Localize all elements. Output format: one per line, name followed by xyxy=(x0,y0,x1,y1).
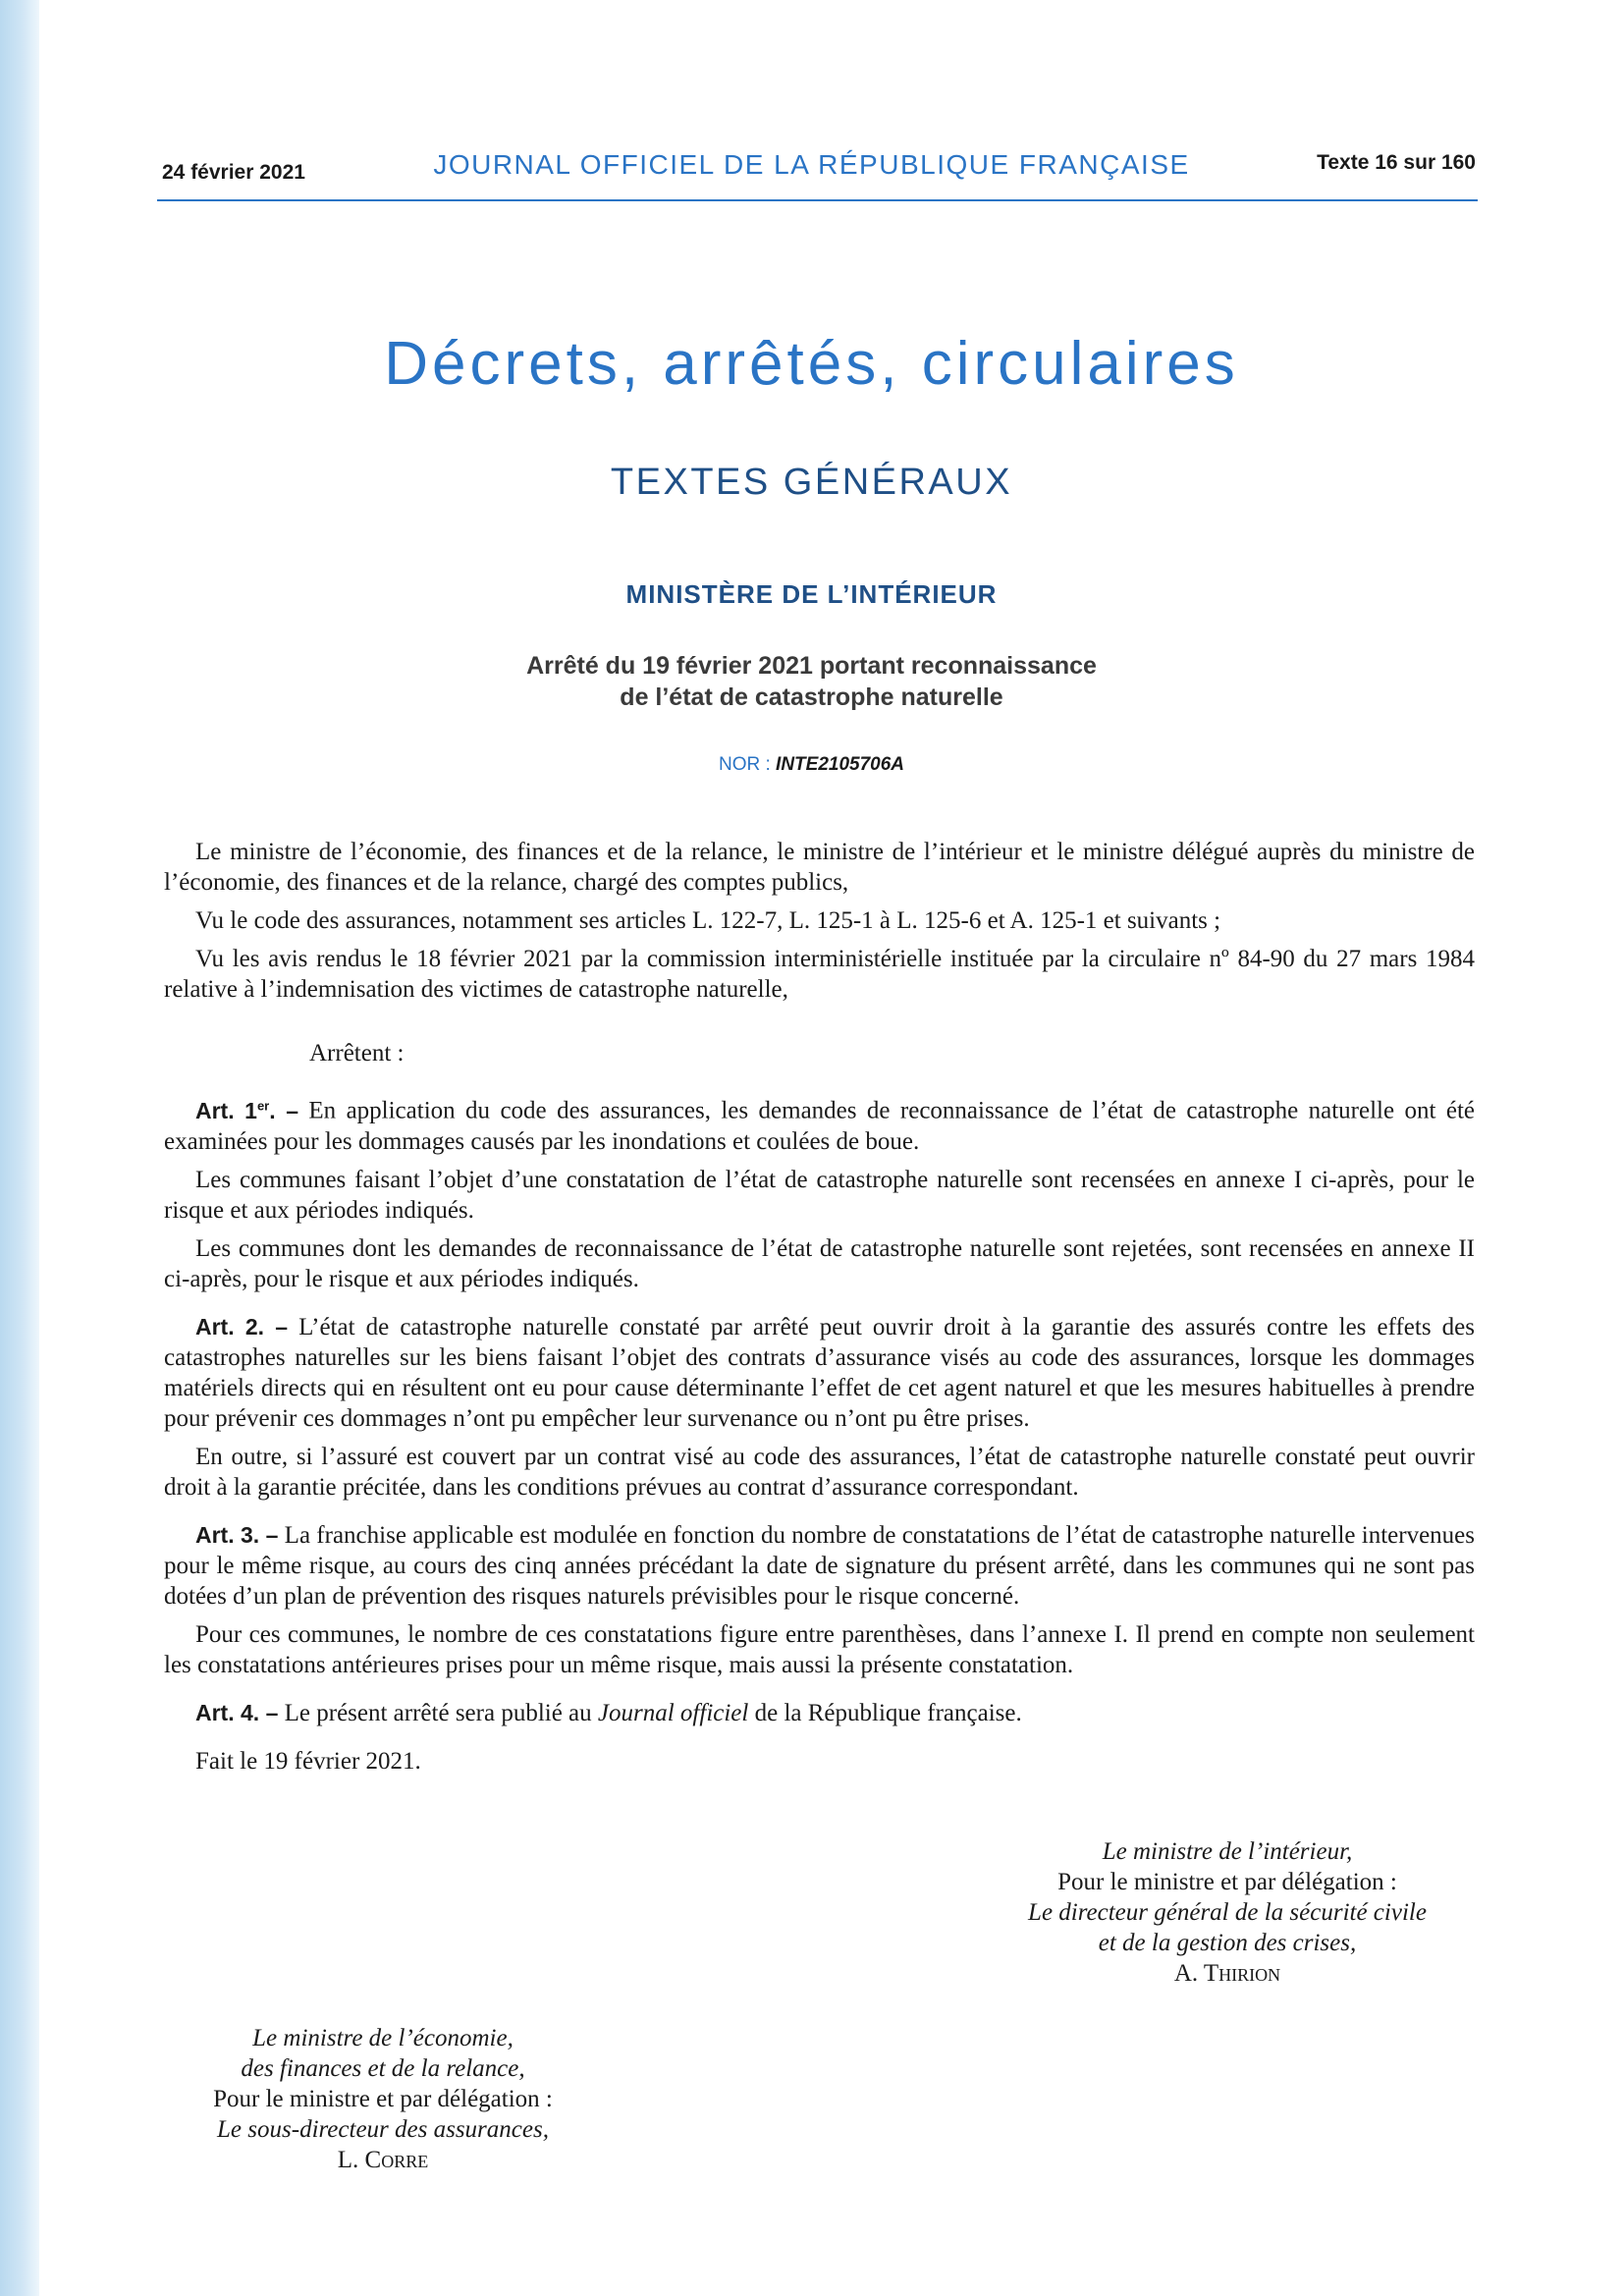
preamble-paragraph-2: Vu le code des assurances, notamment ses articles L. 122-7, L. 125-1 à L. 125-6 et A. 125-1 et suivants ; xyxy=(195,907,1221,934)
arrete-title-line-2: de l’état de catastrophe naturelle xyxy=(620,683,1003,711)
signatory-name-thirion: A. Thirion xyxy=(1173,1960,1281,1987)
section-title: TEXTES GÉNÉRAUX xyxy=(610,462,1013,503)
ministry-heading: MINISTÈRE DE L’INTÉRIEUR xyxy=(625,579,998,609)
arrete-title-line-1: Arrêté du 19 février 2021 portant reconnaissance xyxy=(526,652,1097,680)
page-title: Décrets, arrêtés, circulaires xyxy=(384,330,1239,398)
preamble-paragraph-3: Vu les avis rendus le 18 février 2021 par la commission interministérielle instituée par la circulaire nº 84-90 du 27 mars 1984 relative à l’indemnisation des victimes de catastrophe naturelle, xyxy=(164,946,1475,1003)
signature-interior-minister: Le ministre de l’intérieur, Pour le ministre et par délégation : Le directeur général de la sécurité civile et de la gestion des crises, A. Thirion xyxy=(977,1836,1478,1989)
header-text-number: Texte 16 sur 160 xyxy=(1317,151,1476,174)
preamble-paragraph-1: Le ministre de l’économie, des finances et de la relance, le ministre de l’intérieur et le ministre délégué auprès du ministre de l’économie, des finances et de la relance, chargé des comptes publics, xyxy=(164,839,1475,896)
article-4: Art. 4. – Le présent arrêté sera publié au Journal officiel de la République française. xyxy=(195,1699,1022,1726)
arretent-line: Arrêtent : xyxy=(309,1040,405,1066)
nor-reference xyxy=(0,754,1623,776)
article-1-paragraph-2: Les communes faisant l’objet d’une constatation de l’état de catastrophe naturelle sont recensées en annexe I ci-après, pour le risque et aux périodes indiqués. xyxy=(164,1166,1475,1224)
article-1-text: En application du code des assurances, les demandes de reconnaissance de l’état de catastrophe naturelle ont été examinées pour les dommages causés par les inondations et coulées de boue. xyxy=(164,1097,1475,1155)
article-4-label: Art. 4. – xyxy=(195,1699,279,1725)
article-3-paragraph-2: Pour ces communes, le nombre de ces constatations figure entre parenthèses, dans l’annexe I. Il prend en compte non seulement les constatations antérieures prises pour un même risque, mais aussi la présente constatation. xyxy=(164,1620,1475,1678)
header-journal-name: JOURNAL OFFICIEL DE LA RÉPUBLIQUE FRANÇAISE xyxy=(433,149,1190,180)
header-date: 24 février 2021 xyxy=(162,161,305,184)
article-3-text: La franchise applicable est modulée en fonction du nombre de constatations de l’état de catastrophe naturelle intervenues pour le même risque, au cours des cinq années précédant la date de signature du présent arrêté, dans les communes qui ne sont pas dotées d’un plan de prévention des risques naturels prévisibles pour le risque concerné. xyxy=(164,1521,1475,1610)
header-divider xyxy=(157,199,1478,201)
article-2 xyxy=(164,1312,1475,1434)
journal-officiel-italic: Journal officiel xyxy=(597,1699,749,1726)
article-2-paragraph-2: En outre, si l’assuré est couvert par un contrat visé au code des assurances, l’état de catastrophe naturelle constaté peut ouvrir droit à la garantie précitée, dans les conditions prévues au contrat d’assurance correspondant. xyxy=(164,1443,1475,1501)
document-body xyxy=(164,837,1475,1784)
article-2-label: Art. 2. – xyxy=(195,1313,289,1339)
done-date: Fait le 19 février 2021. xyxy=(195,1747,421,1775)
article-3-label: Art. 3. – xyxy=(195,1521,279,1548)
article-3 xyxy=(164,1520,1475,1612)
signature-economy-minister: Le ministre de l’économie, des finances et de la relance, Pour le ministre et par délégation : Le sous-directeur des assurances, L. Corre xyxy=(152,2023,614,2175)
arrete-title xyxy=(0,650,1623,713)
article-1-label: Art. 1er. – xyxy=(195,1097,298,1123)
article-1-paragraph-3: Les communes dont les demandes de reconnaissance de l’état de catastrophe naturelle sont rejetées, sont recensées en annexe II ci-après, pour le risque et aux périodes indiqués. xyxy=(164,1234,1475,1292)
article-1 xyxy=(164,1090,1475,1157)
article-2-text: L’état de catastrophe naturelle constaté par arrêté peut ouvrir droit à la garantie des assurés contre les effets des catastrophes naturelles sur les biens faisant l’objet des contrats d’assurance visés au code des assurances, lorsque les dommages matériels directs qui en résultent ont eu pour cause déterminante l’effet de cet agent naturel et que les mesures habituelles à prendre pour prévenir ces dommages n’ont pu empêcher leur survenance ou n’ont pu être prises. xyxy=(164,1313,1475,1432)
nor-code: INTE2105706A xyxy=(776,754,905,775)
signatory-name-corre: L. Corre xyxy=(337,2147,429,2173)
nor-label: NOR : xyxy=(718,754,777,775)
